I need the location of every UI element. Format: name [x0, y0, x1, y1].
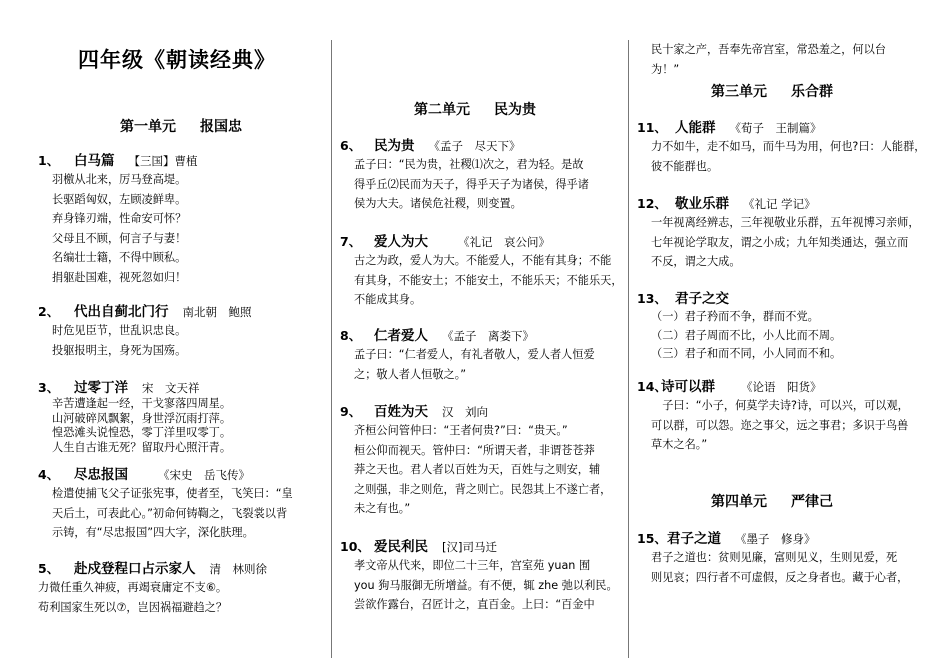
poem-source: 宋 文天祥: [142, 381, 200, 395]
poem-title: 白马篇: [74, 153, 115, 169]
text-source: 《礼记 哀公问》: [458, 235, 550, 249]
poem-2: 2、 代出自蓟北门行 南北朝 鲍照 时危见臣节，世乱识忠良。 投躯报明主，身死为国殇。: [38, 304, 252, 357]
page-title: 四年级《朝读经典》: [78, 48, 276, 72]
text-source: 《礼记 学记》: [743, 197, 816, 211]
poem-1: 1、 白马篇 【三国】曹植 羽檄从北来，厉马登高堤。 长驱蹈匈奴，左顾凌鲜卑。 弃身锋刃端，性命安可怀？ 父母且不顾，何言子与妻！ 名编壮士籍，不得中顾私。 捐躯赴国难，视死忽如归！: [38, 153, 198, 284]
poem-source: 清 林则徐: [209, 562, 267, 576]
text-11: 11、 人能群 《荀子 王制篇》 力不如牛，走不如马，而牛马为用，何也?曰：人能群， 彼不能群也。: [637, 120, 926, 173]
text-source: 《论语 阳货》: [741, 380, 822, 394]
poem-source: 《宋史 岳飞传》: [158, 468, 250, 482]
text-title: 君子之道: [667, 531, 721, 547]
text-15: 15、君子之道 《墨子 修身》 君子之道也：贫则见廉，富则见义，生则见爱，死 则见哀；四行者不可虚假，反之身者也。藏于心者，: [637, 531, 909, 584]
poem-source: 【三国】曹植: [128, 154, 198, 168]
unit-heading-3: 第三单元 乐合群: [711, 84, 833, 100]
text-title: 爱人为大: [374, 234, 428, 250]
continued-text: 民十家之产，吾奉先帝宫室，常恐羞之，何以台 为！”: [651, 43, 886, 76]
text-source: 《孟子 尽天下》: [428, 139, 521, 153]
text-7: 7、 爱人为大 《礼记 哀公问》 古之为政，爱人为大。不能爱人，不能有其身；不能 有其身，不能安土；不能安土，不能乐天；不能乐天， 不能成其身。: [340, 234, 623, 306]
poem-title: 尽忠报国: [74, 467, 128, 483]
poem-title: 过零丁洋: [74, 380, 128, 396]
text-source: 《孟子 离娄下》: [442, 329, 534, 343]
text-10: 10、 爱民利民 [汉]司马迁 孝文帝从代来，即位二十三年，宫室苑 yuan 囿 you 狗马服御无所增益。有不便，辄 zhe 弛以利民。 尝欲作露台，召匠计之，直百金。上曰：“百金中: [340, 539, 618, 611]
text-title: 仁者爱人: [374, 328, 428, 344]
unit-heading-4: 第四单元 严律己: [711, 494, 833, 510]
text-title: 诗可以群: [661, 379, 715, 395]
text-title: 敬业乐群: [675, 196, 729, 212]
column-1: [38, 0, 328, 658]
column-divider: [628, 40, 629, 658]
text-source: 《荀子 王制篇》: [729, 121, 822, 135]
poem-3: 3、 过零丁洋 宋 文天祥 辛苦遭逢起一经，干戈寥落四周星。 山河破碎风飘絮，身世浮沉雨打萍。 惶恐滩头说惶恐，零丁洋里叹零丁。 人生自古谁无死？留取丹心照汗青。: [38, 380, 232, 454]
text-8: 8、 仁者爱人 《孟子 离娄下》 孟子曰：“仁者爱人，有礼者敬人，爱人者人恒爱 之；敬人者人恒敬之。”: [340, 328, 595, 381]
column-divider: [331, 40, 332, 658]
text-12: 12、 敬业乐群 《礼记 学记》 一年视离经辨志，三年视敬业乐群，五年视博习亲师， 七年视论学取友，谓之小成；九年知类通达，强立而 不反，谓之大成。: [637, 196, 920, 268]
poem-title: 代出自蓟北门行: [74, 304, 169, 320]
poem-title: 赴戍登程口占示家人: [74, 561, 196, 577]
poem-source: 南北朝 鲍照: [182, 305, 252, 319]
text-title: 人能群: [675, 120, 716, 136]
text-9: 9、 百姓为天 汉 刘向 齐桓公问管仲曰：“王者何贵?”曰：“贵天。” 桓公仰而视天。管仲曰：“所谓天者，非谓苍苍莽 莽之天也。君人者以百姓为天，百姓与之则安，辅 之则强，非之则危，背之则亡。民怨其上不遂亡者， 未之有也。”: [340, 404, 612, 515]
text-source: [汉]司马迁: [442, 540, 497, 554]
unit-heading-1: 第一单元 报国忠: [120, 119, 242, 135]
text-title: 民为贵: [374, 138, 415, 154]
text-14: 14、诗可以群 《论语 阳货》 子曰：“小子，何莫学夫诗?诗，可以兴，可以观， 可以群，可以怨。迩之事父，远之事君；多识于鸟兽 草木之名。”: [637, 379, 909, 451]
column-3: [637, 0, 937, 658]
text-source: 汉 刘向: [442, 405, 488, 419]
text-13: 13、 君子之交 （一）君子矜而不争，群而不党。 （二）君子周而不比，小人比而不周。 （三）君子和而不同，小人同而不和。: [637, 291, 842, 360]
text-title: 君子之交: [675, 291, 729, 307]
poem-4: 4、 尽忠报国 《宋史 岳飞传》 检遣使捕飞父子证张宪事，使者至，飞笑曰：“皇 天后土，可表此心。”初命何铸鞫之，飞裂裳以背 示铸，有“尽忠报国”四大字，深化肤理。: [38, 467, 293, 539]
text-6: 6、 民为贵 《孟子 尽天下》 孟子曰：“民为贵，社稷⑴次之，君为轻。是故 得乎丘⑵民而为天子，得乎天子为诸侯，得乎诸 侯为大夫。诸侯危社稷，则变置。: [340, 138, 589, 210]
text-title: 爱民利民: [374, 539, 428, 555]
poem-5: 5、 赴戍登程口占示家人 清 林则徐 力微任重久神疲，再竭衰庸定不支⑥。 苟利国家生死以⑦，岂因祸福避趋之？: [38, 561, 267, 614]
unit-heading-2: 第二单元 民为贵: [414, 102, 536, 118]
text-source: 《墨子 修身》: [735, 532, 816, 546]
text-title: 百姓为天: [374, 404, 428, 420]
column-2: [340, 0, 625, 658]
